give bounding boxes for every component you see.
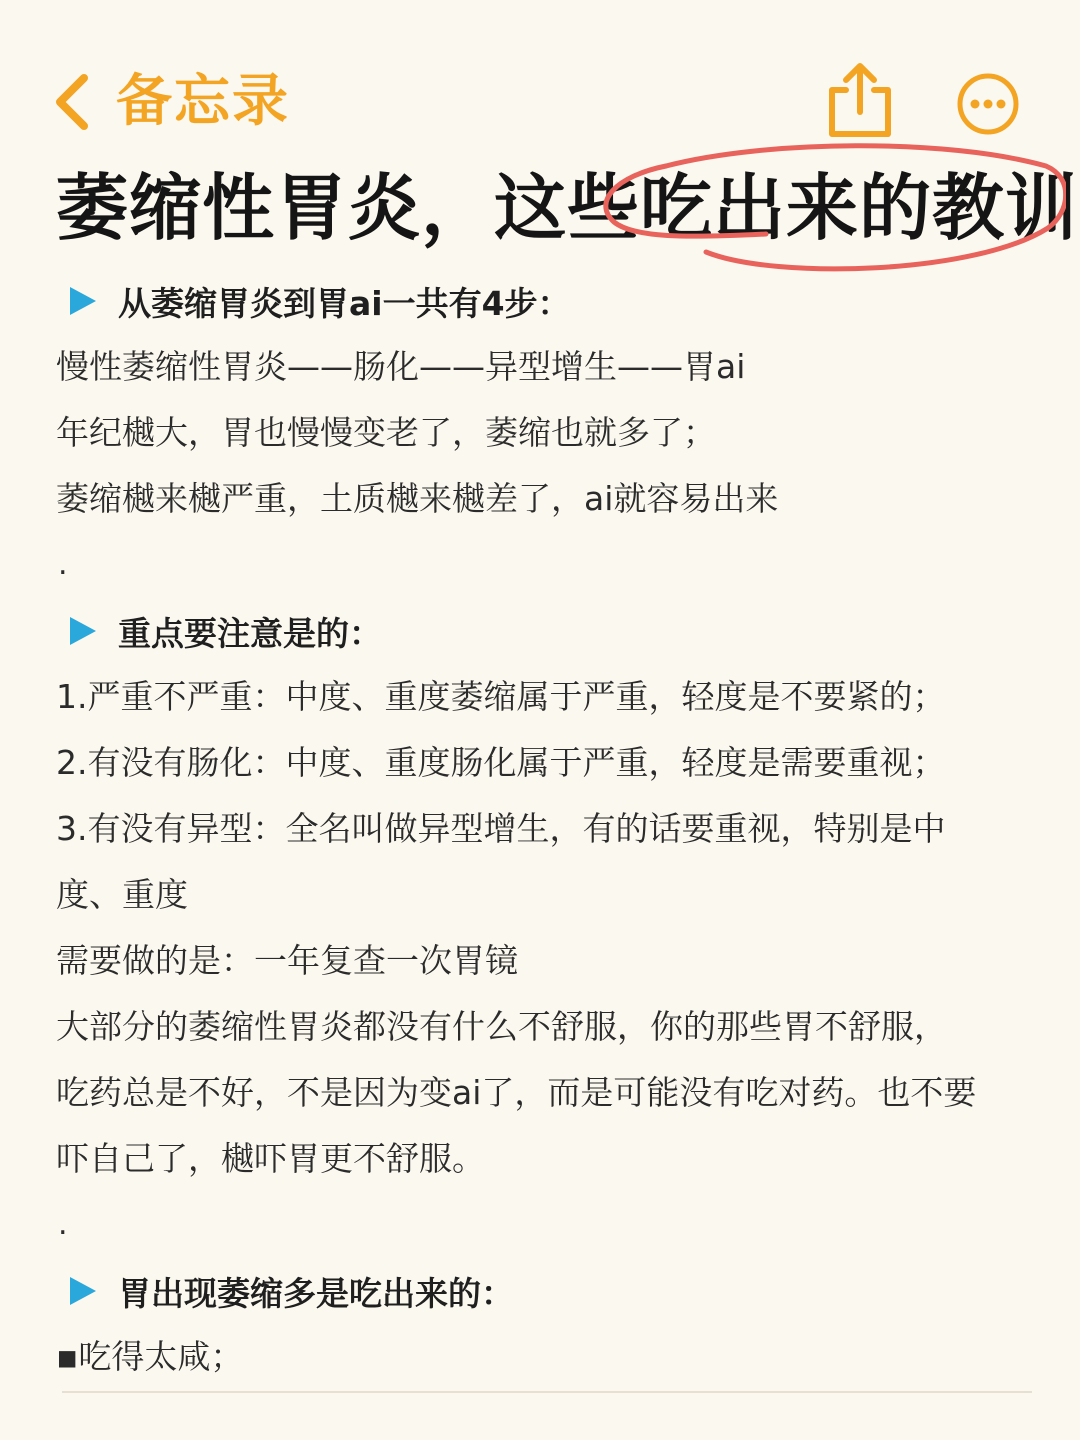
section-heading-text: 从萎缩胃炎到胃ai一共有4步： xyxy=(118,283,571,323)
divider xyxy=(62,1391,1032,1393)
more-icon xyxy=(956,72,1020,136)
back-button[interactable] xyxy=(52,62,290,142)
triangle-bullet-icon xyxy=(70,1277,96,1305)
share-button[interactable] xyxy=(820,60,900,140)
chevron-left-icon xyxy=(52,72,92,132)
body-line: 大部分的萎缩性胃炎都没有什么不舒服，你的那些胃不舒服， xyxy=(56,1007,947,1046)
section-heading xyxy=(56,1258,1036,1324)
body-line: 吃药总是不好，不是因为变ai了，而是可能没有吃对药。也不要 xyxy=(56,1073,977,1112)
separator-dot: . xyxy=(58,1207,68,1242)
body-line: 1.严重不严重：中度、重度萎缩属于严重，轻度是不要紧的； xyxy=(56,677,946,716)
share-icon xyxy=(820,60,900,140)
page-title: 萎缩性胃炎，这些吃出来的教训 xyxy=(56,166,1079,250)
section-heading-text: 胃出现萎缩多是吃出来的： xyxy=(118,1273,514,1313)
section-heading xyxy=(56,598,1036,664)
body-line: 吓自己了，樾吓胃更不舒服。 xyxy=(56,1139,485,1178)
body-line: 年纪樾大，胃也慢慢变老了，萎缩也就多了； xyxy=(56,413,716,452)
body-line: 2.有没有肠化：中度、重度肠化属于严重，轻度是需要重视； xyxy=(56,743,946,782)
triangle-bullet-icon xyxy=(70,617,96,645)
separator-dot: . xyxy=(58,547,68,582)
body-line: 度、重度 xyxy=(56,875,188,914)
body-line: 萎缩樾来樾严重，土质樾来樾差了，ai就容易出来 xyxy=(56,479,779,518)
body-line: ▪吃得太咸； xyxy=(56,1337,244,1376)
more-button[interactable] xyxy=(956,72,1020,136)
note-body[interactable] xyxy=(56,268,1036,1390)
navigation-bar xyxy=(0,0,1080,150)
note-title-area xyxy=(56,160,1079,270)
section-heading xyxy=(56,268,1036,334)
body-line: 慢性萎缩性胃炎——肠化——异型增生——胃ai xyxy=(56,347,746,386)
body-line: 需要做的是：一年复查一次胃镜 xyxy=(56,941,518,980)
triangle-bullet-icon xyxy=(70,287,96,315)
section-heading-text: 重点要注意是的： xyxy=(118,613,382,653)
back-label: 备忘录 xyxy=(116,69,290,134)
body-line: 3.有没有异型：全名叫做异型增生，有的话要重视，特别是中 xyxy=(56,809,946,848)
